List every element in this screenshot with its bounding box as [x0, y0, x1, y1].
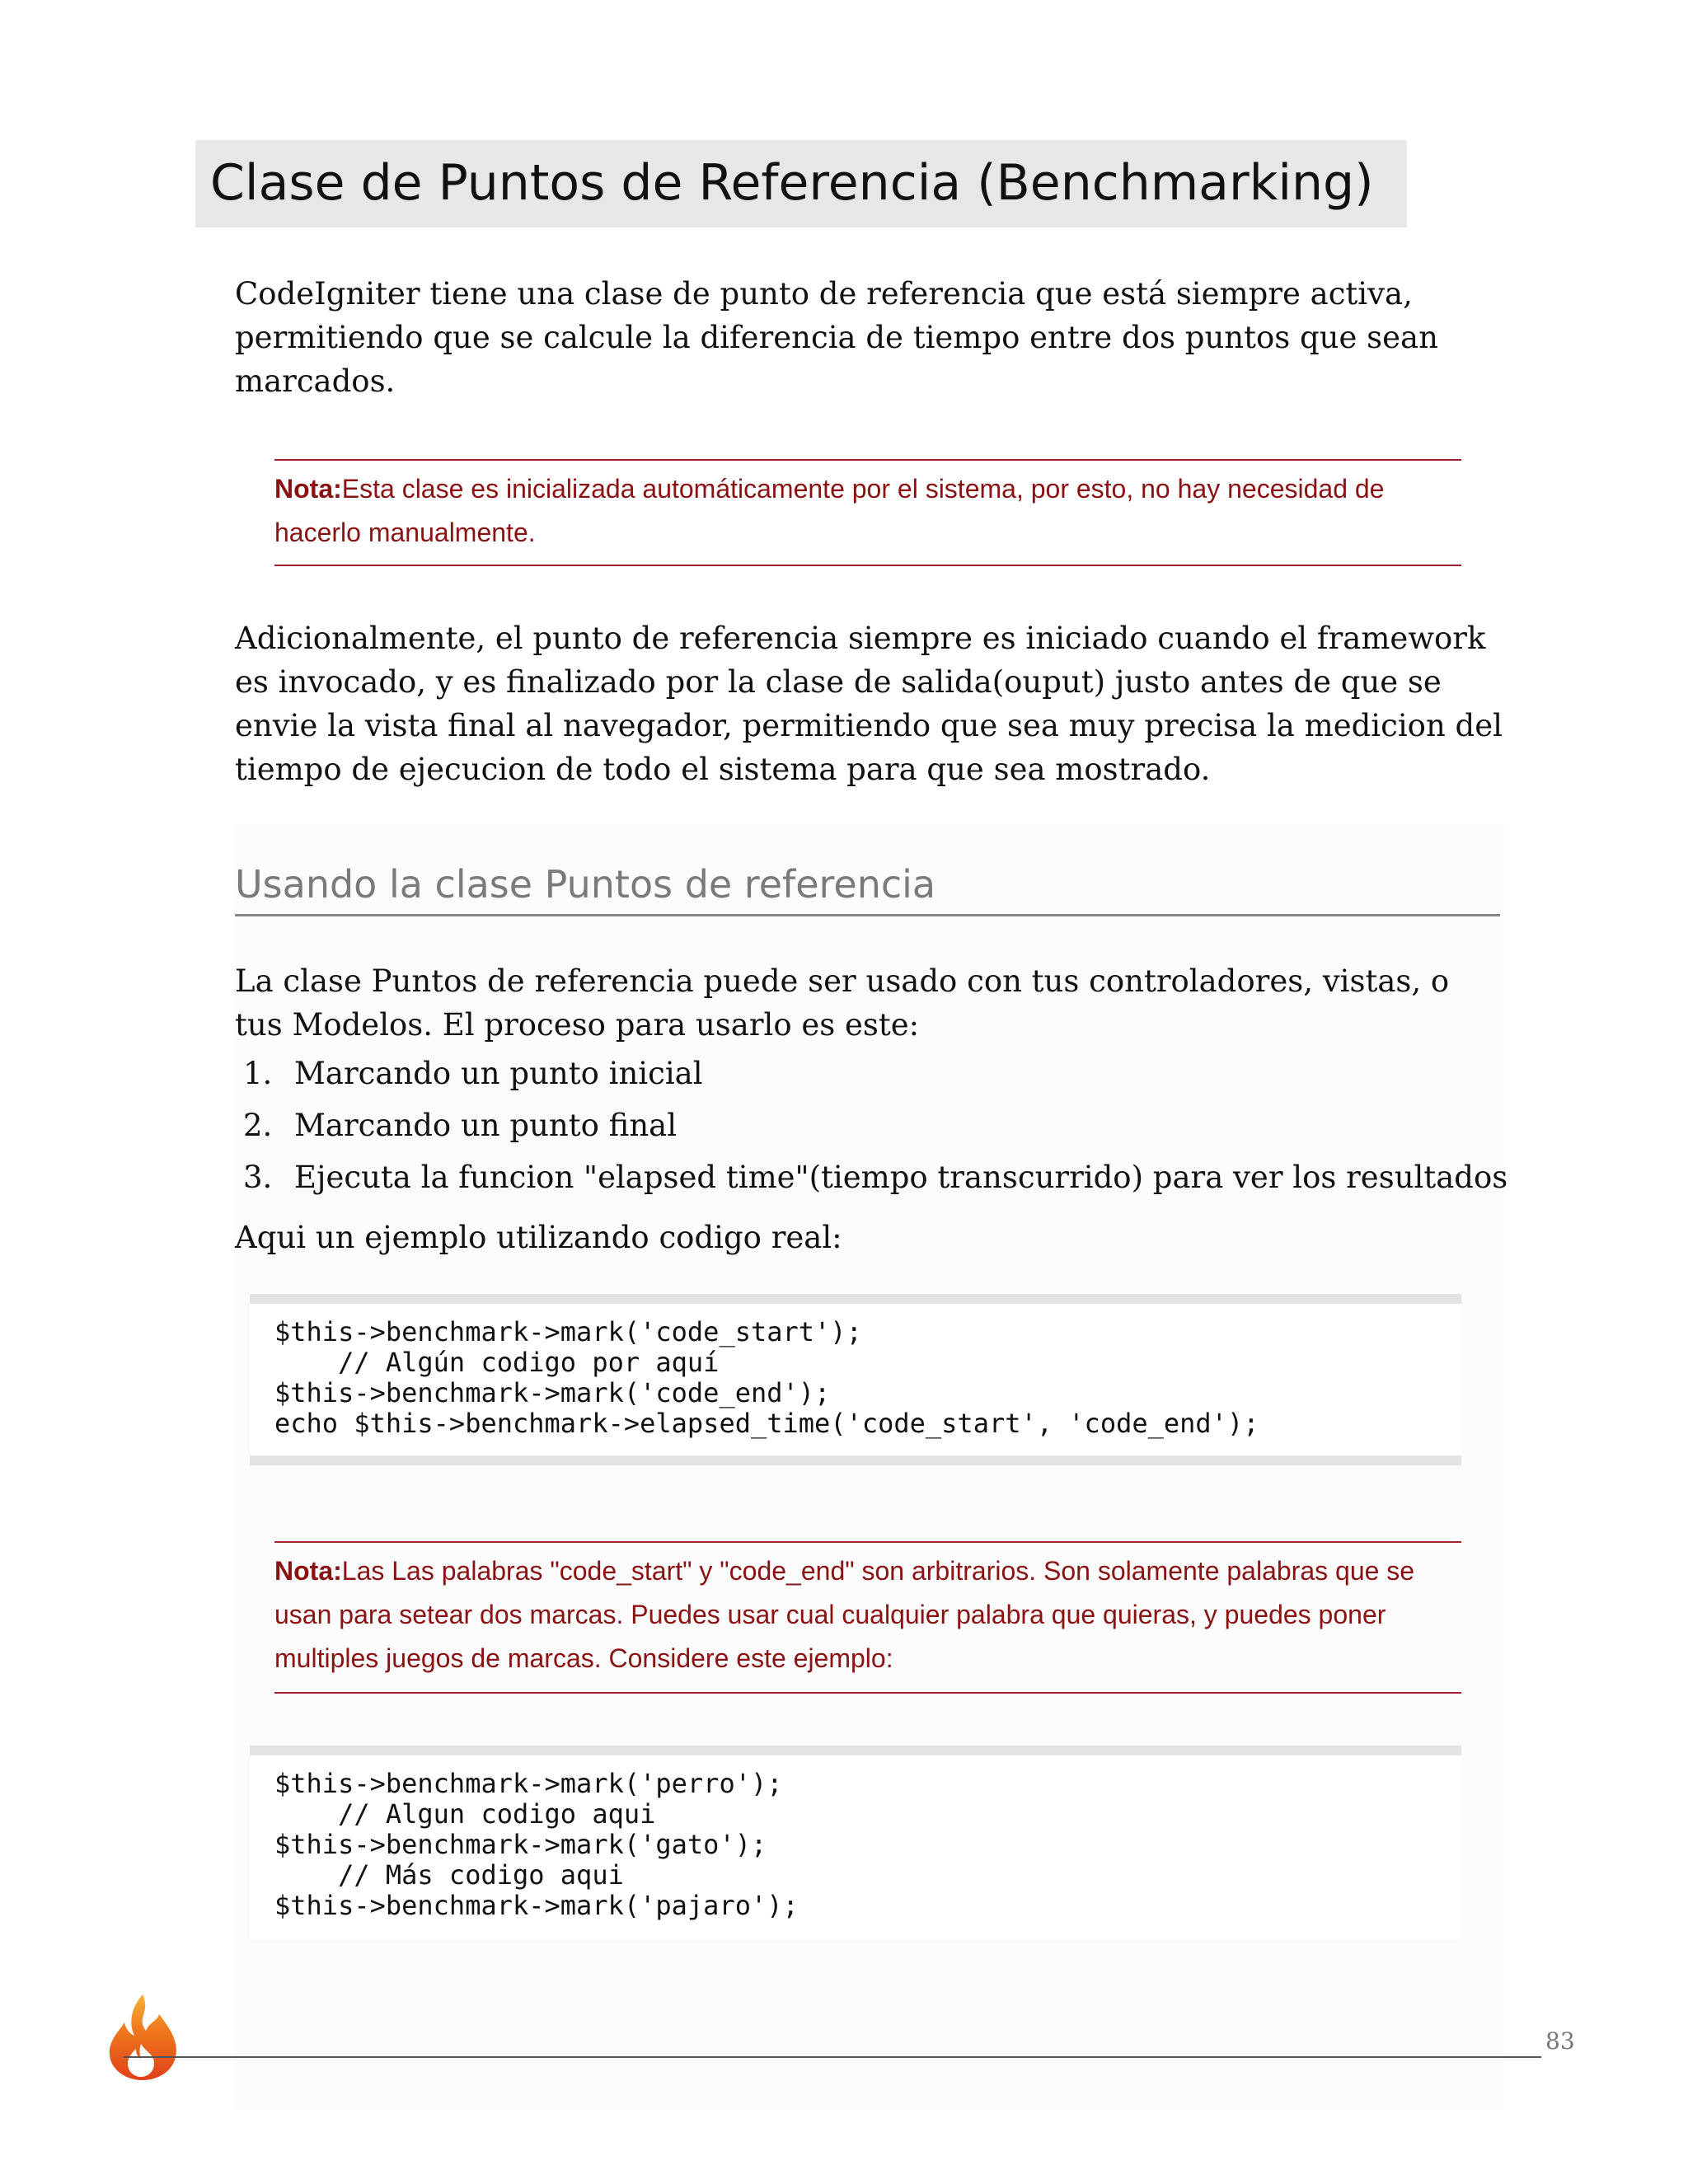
- code-example: [250, 1746, 1461, 1939]
- codeigniter-flame-icon: [103, 1993, 182, 2082]
- list-number: 2.: [243, 1108, 273, 1143]
- list-number: 3.: [243, 1160, 273, 1195]
- footer-rule: [124, 2056, 1541, 2058]
- note-box: [274, 459, 1461, 566]
- body-paragraph: Adicionalmente, el punto de referencia siempre es iniciado cuando el framework es invocado, y es finalizado por la clase de salida(ouput) justo antes de que se envie la vista final al navegador, permitiendo que sea muy precisa la medicion del tiempo de ejecucion de todo el sistema para que sea mostrado.: [235, 621, 1503, 787]
- body-paragraph: Aqui un ejemplo utilizando codigo real:: [235, 1220, 842, 1255]
- note-text: Las Las palabras "code_start" y "code_end" son arbitrarios. Son solamente palabras que se usan para setear dos marcas. Puedes usar cual cualquier palabra que quieras, y puedes poner multiples juegos de marcas. Considere este ejemplo:: [274, 1556, 1415, 1673]
- code-example: [250, 1294, 1461, 1465]
- note-text: Esta clase es inicializada automáticamente por el sistema, por esto, no hay necesidad de hacerlo manualmente.: [274, 474, 1385, 547]
- code-text: $this->benchmark->mark('code_start'); // Algún codigo por aquí $this->benchmark->mark('code_end'); echo $this->benchmark->elapsed_time('code_start', 'code_end');: [274, 1316, 1259, 1439]
- code-bottom-bar: [250, 1455, 1461, 1465]
- code-text: $this->benchmark->mark('perro'); // Algun codigo aqui $this->benchmark->mark('gato'); // Más codigo aqui $this->benchmark->mark('pajaro');: [274, 1768, 799, 1921]
- page-number: 83: [1545, 2027, 1575, 2055]
- note-label: Nota:: [274, 1556, 342, 1586]
- list-text: Marcando un punto inicial: [294, 1056, 703, 1091]
- code-top-bar: [250, 1746, 1461, 1755]
- note-box: [274, 1541, 1461, 1694]
- note-label: Nota:: [274, 474, 342, 504]
- body-paragraph: La clase Puntos de referencia puede ser usado con tus controladores, vistas, o tus Modelos. El proceso para usarlo es este:: [235, 963, 1450, 1043]
- list-text: Ejecuta la funcion "elapsed time"(tiempo transcurrido) para ver los resultados: [294, 1160, 1508, 1195]
- title-banner: [195, 140, 1407, 227]
- list-text: Marcando un punto final: [294, 1108, 678, 1143]
- page-title: Clase de Puntos de Referencia (Benchmarking): [210, 154, 1374, 212]
- section-heading: Usando la clase Puntos de referencia: [235, 852, 1500, 916]
- list-item: [235, 1155, 1507, 1207]
- code-top-bar: [250, 1294, 1461, 1304]
- list-number: 1.: [243, 1056, 273, 1091]
- steps-list: [235, 1052, 1507, 1207]
- intro-paragraph: CodeIgniter tiene una clase de punto de referencia que está siempre activa, permitiendo que se calcule la diferencia de tiempo entre dos puntos que sean marcados.: [235, 276, 1438, 399]
- list-item: [235, 1104, 1507, 1155]
- list-item: [235, 1052, 1507, 1104]
